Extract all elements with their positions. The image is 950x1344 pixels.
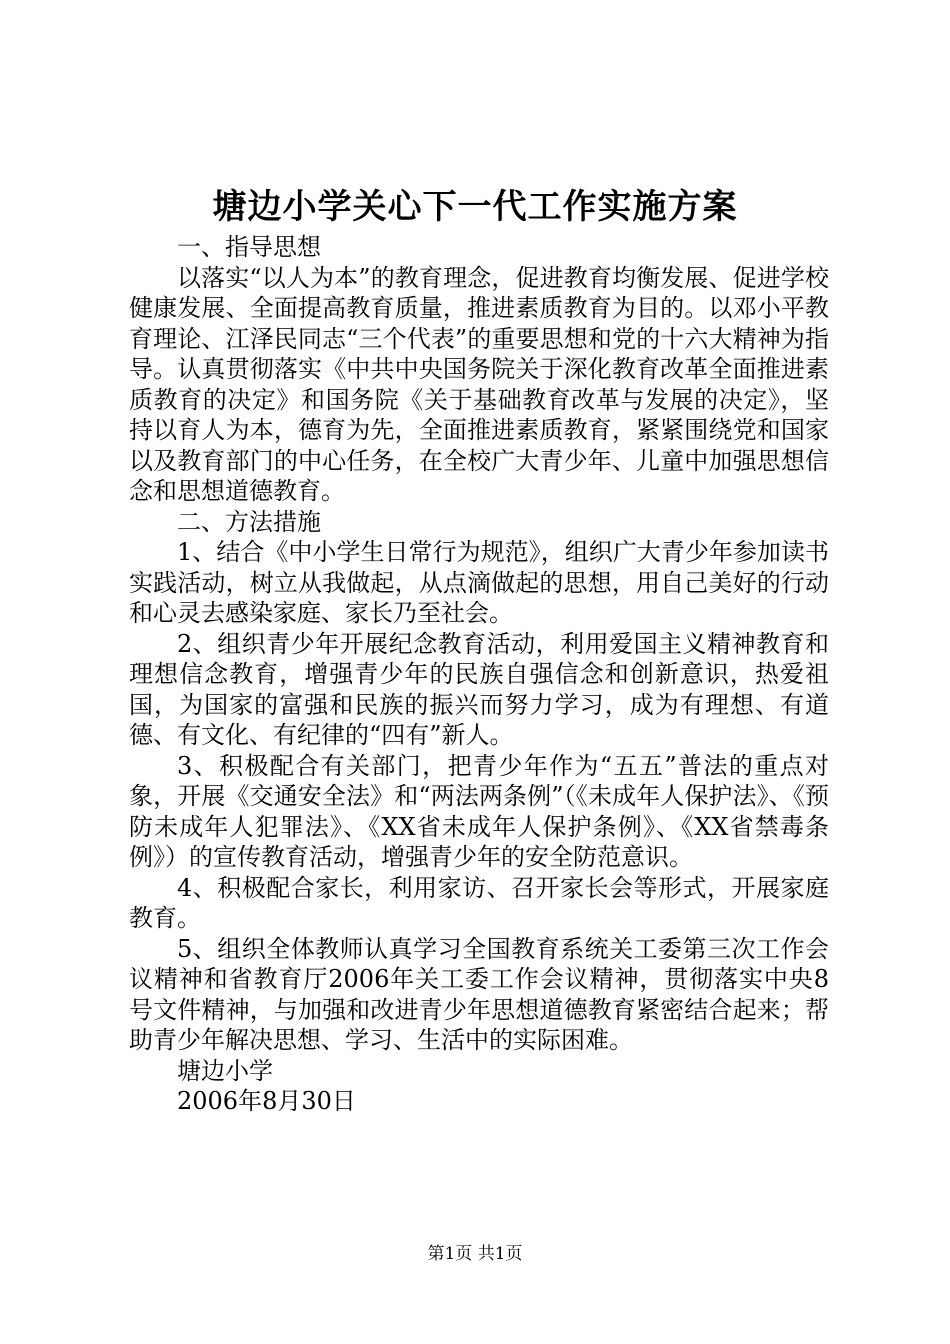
page-number-footer: 第1页 共1页 <box>427 1244 523 1264</box>
signature: 塘边小学 <box>177 1056 273 1085</box>
section2-heading: 二、方法措施 <box>177 507 321 536</box>
document-title: 塘边小学关心下一代工作实施方案 <box>212 187 738 227</box>
measure-item-5: 5、组织全体教师认真学习全国教育系统关工委第三次工作会议精神和省教育厅2006年关工委工作会议精神，贯彻落实中央8号文件精神，与加强和改进青少年思想道德教育紧密结合起来；帮助青少年解决思想、学习、生活中的实际困难。 <box>129 934 829 1054</box>
section1-heading: 一、指导思想 <box>177 233 321 261</box>
measure-item-2: 2、组织青少年开展纪念教育活动，利用爱国主义精神教育和理想信念教育，增强青少年的民族自强信念和创新意识，热爱祖国，为国家的富强和民族的振兴而努力学习，成为有理想、有道德、有文化、有纪律的“四有”新人。 <box>129 629 829 749</box>
section1-paragraph: 以落实“以人为本”的教育理念，促进教育均衡发展、促进学校健康发展、全面提高教育质量，推进素质教育为目的。以邓小平教育理论、江泽民同志“三个代表”的重要思想和党的十六大精神为指导。认真贯彻落实《中共中央国务院关于深化教育改革全面推进素质教育的决定》和国务院《关于基础教育改革与发展的决定》，坚持以育人为本，德育为先，全面推进素质教育，紧紧围绕党和国家以及教育部门的中心任务，在全校广大青少年、儿童中加强思想信念和思想道德教育。 <box>129 263 829 505</box>
measure-item-4: 4、积极配合家长，利用家访、召开家长会等形式，开展家庭教育。 <box>129 873 829 932</box>
measure-item-3: 3、积极配合有关部门，把青少年作为“五五”普法的重点对象，开展《交通安全法》和“两法两条例”（《未成年人保护法》、《预防未成年人犯罪法》、《XX省未成年人保护条例》、《XX省禁毒条例》）的宣传教育活动，增强青少年的安全防范意识。 <box>129 751 829 871</box>
document-body <box>129 232 829 1117</box>
measure-item-1: 1、结合《中小学生日常行为规范》，组织广大青少年参加读书实践活动，树立从我做起，从点滴做起的思想，用自己美好的行动和心灵去感染家庭、家长乃至社会。 <box>129 538 829 627</box>
document-date: 2006年8月30日 <box>177 1087 356 1115</box>
